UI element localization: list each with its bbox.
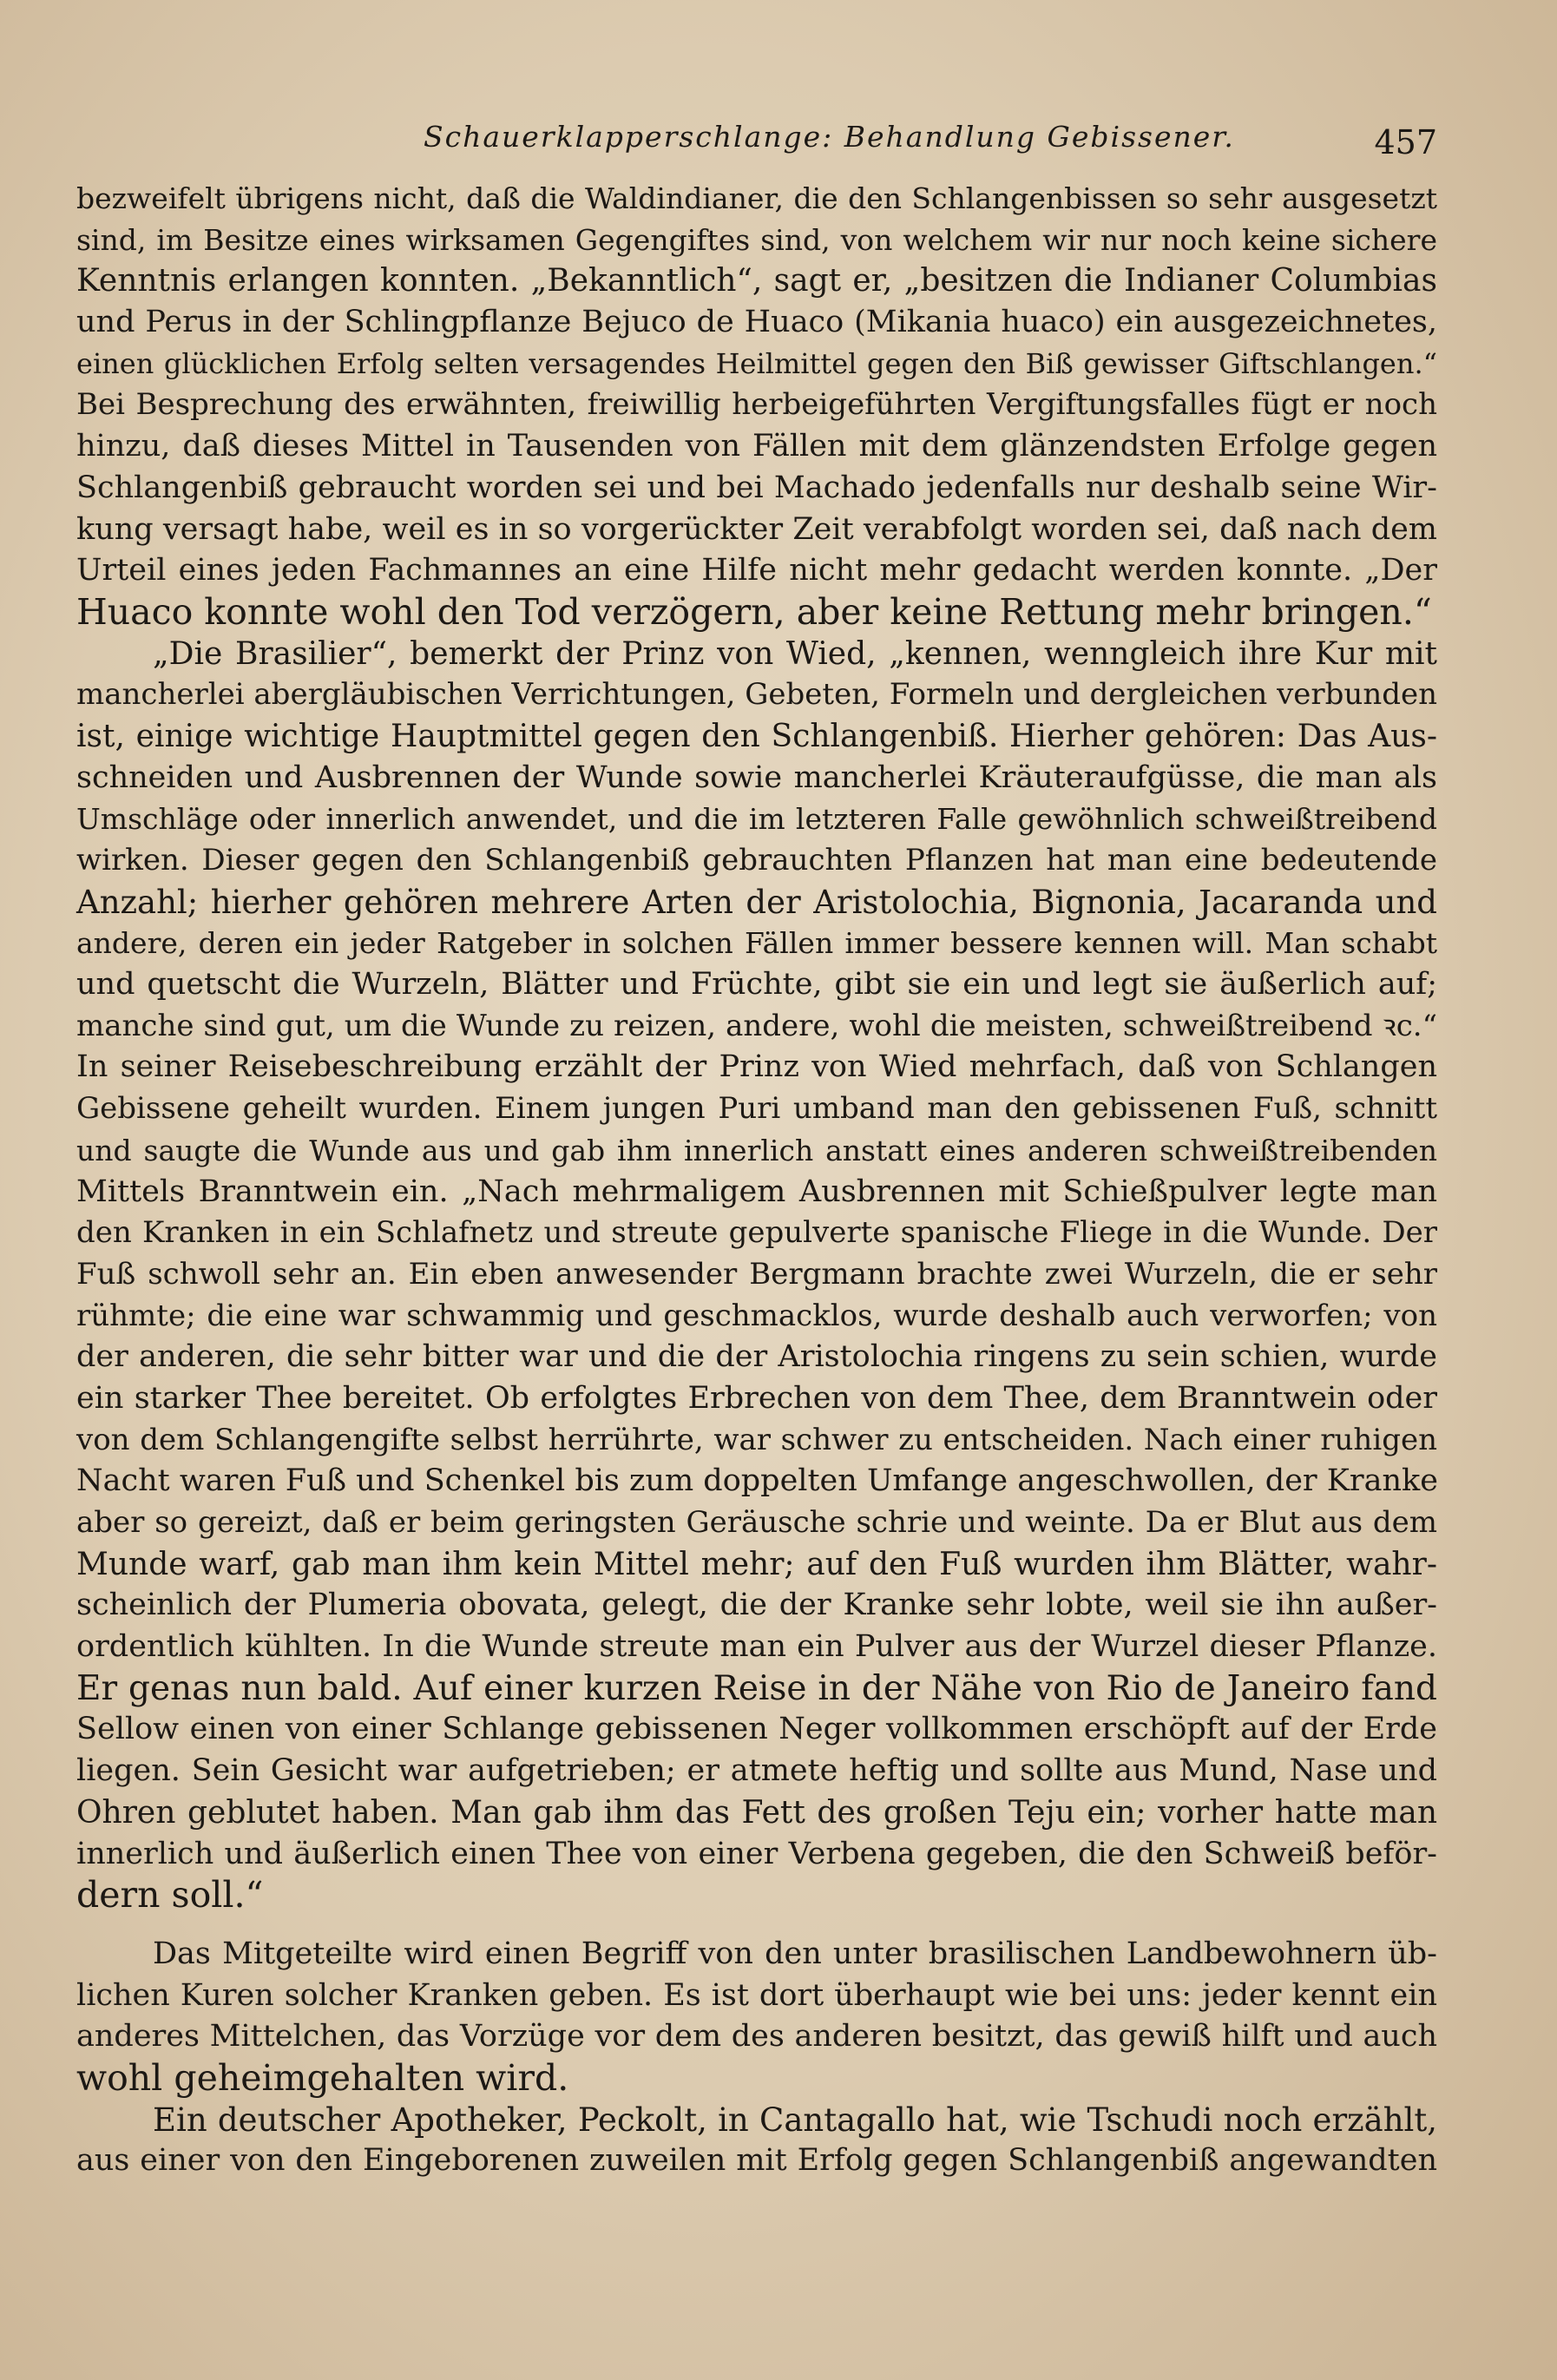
running-head: Schauerklapperschlange: Behandlung Gebissener.	[424, 120, 1235, 154]
text-line: aus einer von den Eingeborenen zuweilen mit Erfolg gegen Schlangenbiß angewandten	[76, 2143, 1437, 2179]
text-line: schneiden und Ausbrennen der Wunde sowie mancherlei Kräuteraufgüsse, die man als	[76, 759, 1437, 795]
text-line: aber so gereizt, daß er beim geringsten Geräusche schrie und weinte. Da er Blut aus dem	[76, 1505, 1437, 1540]
text-line: manche sind gut, um die Wunde zu reizen, andere, wohl die meisten, schweißtreibend ꝛc.“	[76, 1008, 1437, 1043]
text-line: scheinlich der Plumeria obovata, gelegt, die der Kranke sehr lobte, weil sie ihn außer-	[76, 1588, 1437, 1623]
text-line: wirken. Dieser gegen den Schlangenbiß gebrauchten Pflanzen hat man eine bedeutende	[76, 843, 1437, 878]
text-line: und quetscht die Wurzeln, Blätter und Früchte, gibt sie ein und legt sie äußerlich auf;	[76, 967, 1437, 1003]
page-header	[76, 111, 1437, 163]
text-line: Fuß schwoll sehr an. Ein eben anwesender Bergmann brachte zwei Wurzeln, die er sehr	[76, 1256, 1437, 1292]
text-line: Das Mitgeteilte wird einen Begriff von den unter brasilischen Landbewohnern üb-	[153, 1936, 1437, 1971]
text-line: rühmte; die eine war schwammig und geschmacklos, wurde deshalb auch verworfen; von	[76, 1298, 1437, 1333]
text-line: innerlich und äußerlich einen Thee von einer Verbena gegeben, die den Schweiß beför-	[76, 1836, 1437, 1871]
text-line: Urteil eines jeden Fachmannes an eine Hilfe nicht mehr gedacht werden konnte. „Der	[76, 553, 1437, 588]
text-line: Gebissene geheilt wurden. Einem jungen Puri umband man den gebissenen Fuß, schnitt	[76, 1091, 1437, 1127]
text-line: dern soll.“	[76, 1874, 264, 1916]
text-line: einen glücklichen Erfolg selten versagendes Heilmittel gegen den Biß gewisser Giftschlangen.“	[76, 346, 1437, 380]
text-line: mancherlei abergläubischen Verrichtungen, Gebeten, Formeln und dergleichen verbunden	[76, 677, 1437, 713]
text-line: Nacht waren Fuß und Schenkel bis zum doppelten Umfange angeschwollen, der Kranke	[76, 1463, 1438, 1499]
text-line: Anzahl; hierher gehören mehrere Arten der Aristolochia, Bignonia, Jacaranda und	[76, 883, 1437, 921]
text-line: Kenntnis erlangen konnten. „Bekanntlich“, sagt er, „besitzen die Indianer Columbias	[76, 263, 1437, 299]
text-line: Umschläge oder innerlich anwendet, und die im letzteren Falle gewöhnlich schweißtreibend	[76, 802, 1437, 837]
text-line: anderes Mittelchen, das Vorzüge vor dem des anderen besitzt, das gewiß hilft und auch	[76, 2019, 1437, 2055]
text-line: lichen Kuren solcher Kranken geben. Es ist dort überhaupt wie bei uns: jeder kennt ein	[76, 1977, 1437, 2013]
body-text	[76, 178, 1437, 2182]
text-line: Er genas nun bald. Auf einer kurzen Reise in der Nähe von Rio de Janeiro fand	[76, 1668, 1437, 1708]
text-line: kung versagt habe, weil es in so vorgerückter Zeit verabfolgt worden sei, daß nach dem	[76, 511, 1437, 547]
text-line: Ohren geblutet haben. Man gab ihm das Fett des großen Teju ein; vorher hatte man	[76, 1794, 1437, 1831]
text-line: „Die Brasilier“, bemerkt der Prinz von Wied, „kennen, wenngleich ihre Kur mit	[153, 635, 1437, 672]
text-line: den Kranken in ein Schlafnetz und streute gepulverte spanische Fliege in die Wunde. Der	[76, 1215, 1437, 1251]
text-line: und saugte die Wunde aus und gab ihm innerlich anstatt eines anderen schweißtreibenden	[76, 1133, 1437, 1167]
text-line: Bei Besprechung des erwähnten, freiwillig herbeigeführten Vergiftungsfalles fügt er noch	[76, 387, 1437, 423]
text-line: sind, im Besitze eines wirksamen Gegengiftes sind, von welchem wir nur noch keine sichere	[76, 222, 1437, 257]
text-line: In seiner Reisebeschreibung erzählt der Prinz von Wied mehrfach, daß von Schlangen	[76, 1049, 1437, 1085]
text-line: ein starker Thee bereitet. Ob erfolgtes Erbrechen von dem Thee, dem Branntwein oder	[76, 1380, 1437, 1416]
text-line: und Perus in der Schlingpflanze Bejuco de Huaco (Mikania huaco) ein ausgezeichnetes,	[76, 305, 1437, 340]
text-line: Mittels Branntwein ein. „Nach mehrmaligem Ausbrennen mit Schießpulver legte man	[76, 1174, 1437, 1209]
text-line: Schlangenbiß gebraucht worden sei und bei Machado jedenfalls nur deshalb seine Wir-	[76, 470, 1437, 505]
text-line: bezweifelt übrigens nicht, daß die Waldindianer, die den Schlangenbissen so sehr ausgesetzt	[76, 181, 1437, 215]
text-line: Munde warf, gab man ihm kein Mittel mehr; auf den Fuß wurden ihm Blätter, wahr-	[76, 1546, 1437, 1582]
text-line: wohl geheimgehalten wird.	[76, 2056, 569, 2099]
text-line: Ein deutscher Apotheker, Peckolt, in Cantagallo hat, wie Tschudi noch erzählt,	[153, 2101, 1437, 2139]
page-number: 457	[1374, 123, 1437, 161]
text-line: der anderen, die sehr bitter war und die der Aristolochia ringens zu sein schien, wurde	[76, 1339, 1437, 1375]
text-line: liegen. Sein Gesicht war aufgetrieben; er atmete heftig und sollte aus Mund, Nase und	[76, 1753, 1437, 1789]
text-line: hinzu, daß dieses Mittel in Tausenden von Fällen mit dem glänzendsten Erfolge gegen	[76, 429, 1437, 464]
text-line: ordentlich kühlten. In die Wunde streute man ein Pulver aus der Wurzel dieser Pflanze.	[76, 1629, 1437, 1665]
text-line: Sellow einen von einer Schlange gebissenen Neger vollkommen erschöpft auf der Erde	[76, 1712, 1437, 1747]
text-line: ist, einige wichtige Hauptmittel gegen den Schlangenbiß. Hierher gehören: Das Aus-	[76, 718, 1437, 754]
text-line: Huaco konnte wohl den Tod verzögern, aber keine Rettung mehr bringen.“	[76, 590, 1432, 633]
text-line: andere, deren ein jeder Ratgeber in solchen Fällen immer bessere kennen will. Man schabt	[76, 926, 1437, 961]
text-line: von dem Schlangengifte selbst herrührte, war schwer zu entscheiden. Nach einer ruhigen	[76, 1422, 1437, 1457]
